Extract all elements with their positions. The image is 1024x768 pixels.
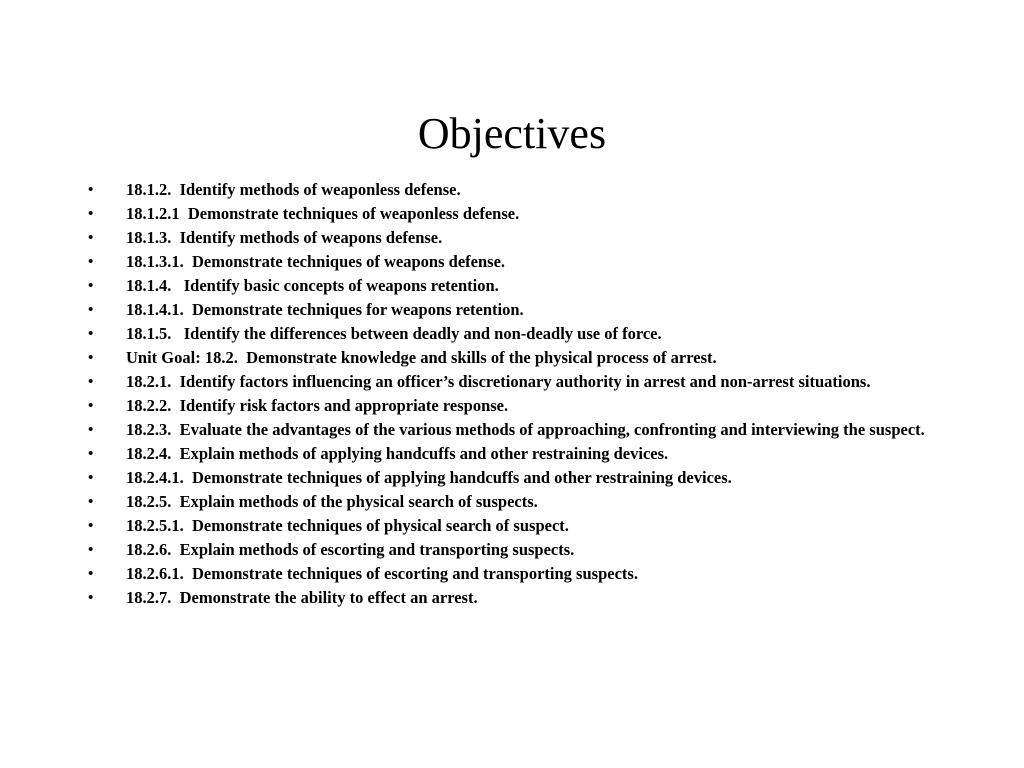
objectives-list	[88, 181, 948, 613]
bullet-icon: •	[88, 565, 94, 582]
objective-item	[88, 541, 948, 559]
bullet-icon: •	[88, 181, 94, 198]
objective-item	[88, 397, 948, 415]
objective-item	[88, 205, 948, 223]
bullet-icon: •	[88, 469, 94, 486]
objective-text: 18.1.2. Identify methods of weaponless defense.	[126, 180, 461, 199]
bullet-icon: •	[88, 373, 94, 390]
objective-text: 18.1.4. Identify basic concepts of weapons retention.	[126, 276, 499, 295]
objective-item	[88, 445, 948, 463]
objective-text: 18.2.2. Identify risk factors and appropriate response.	[126, 396, 509, 415]
objective-text: 18.2.4. Explain methods of applying handcuffs and other restraining devices.	[126, 444, 669, 463]
objective-item	[88, 349, 948, 367]
bullet-icon: •	[88, 493, 94, 510]
objective-item	[88, 373, 948, 391]
objective-text: 18.1.3. Identify methods of weapons defense.	[126, 228, 443, 247]
bullet-icon: •	[88, 541, 94, 558]
objective-item	[88, 589, 948, 607]
objective-text: 18.1.3.1. Demonstrate techniques of weapons defense.	[126, 252, 506, 271]
objective-item	[88, 493, 948, 511]
objective-item	[88, 517, 948, 535]
objective-text: 18.2.4.1. Demonstrate techniques of applying handcuffs and other restraining devices.	[126, 468, 732, 487]
bullet-icon: •	[88, 397, 94, 414]
objective-text: 18.2.3. Evaluate the advantages of the various methods of approaching, confronting and interviewing the suspect.	[126, 420, 925, 439]
objective-text: 18.1.5. Identify the differences between deadly and non-deadly use of force.	[126, 324, 662, 343]
objective-text: 18.2.5.1. Demonstrate techniques of physical search of suspect.	[126, 516, 569, 535]
objective-item	[88, 325, 948, 343]
bullet-icon: •	[88, 517, 94, 534]
slide-title: Objectives	[417, 109, 607, 158]
bullet-icon: •	[88, 325, 94, 342]
bullet-icon: •	[88, 445, 94, 462]
objective-text: 18.2.7. Demonstrate the ability to effect an arrest.	[126, 588, 478, 607]
bullet-icon: •	[88, 301, 94, 318]
objective-text: 18.2.6.1. Demonstrate techniques of escorting and transporting suspects.	[126, 564, 638, 583]
bullet-icon: •	[88, 277, 94, 294]
objective-text: 18.1.4.1. Demonstrate techniques for weapons retention.	[126, 300, 524, 319]
objective-item	[88, 469, 948, 487]
objective-item	[88, 301, 948, 319]
objective-text: 18.2.1. Identify factors influencing an officer’s discretionary authority in arrest and non-arrest situations.	[126, 372, 871, 391]
objective-item	[88, 253, 948, 271]
bullet-icon: •	[88, 253, 94, 270]
objective-item	[88, 229, 948, 247]
bullet-icon: •	[88, 229, 94, 246]
objective-item	[88, 421, 948, 439]
bullet-icon: •	[88, 421, 94, 438]
objective-item	[88, 277, 948, 295]
objective-text: Unit Goal: 18.2. Demonstrate knowledge and skills of the physical process of arrest.	[126, 348, 717, 367]
objective-text: 18.1.2.1 Demonstrate techniques of weaponless defense.	[126, 204, 520, 223]
objective-text: 18.2.6. Explain methods of escorting and transporting suspects.	[126, 540, 575, 559]
bullet-icon: •	[88, 589, 94, 606]
objective-text: 18.2.5. Explain methods of the physical search of suspects.	[126, 492, 538, 511]
objective-item	[88, 565, 948, 583]
bullet-icon: •	[88, 349, 94, 366]
bullet-icon: •	[88, 205, 94, 222]
objective-item	[88, 181, 948, 199]
